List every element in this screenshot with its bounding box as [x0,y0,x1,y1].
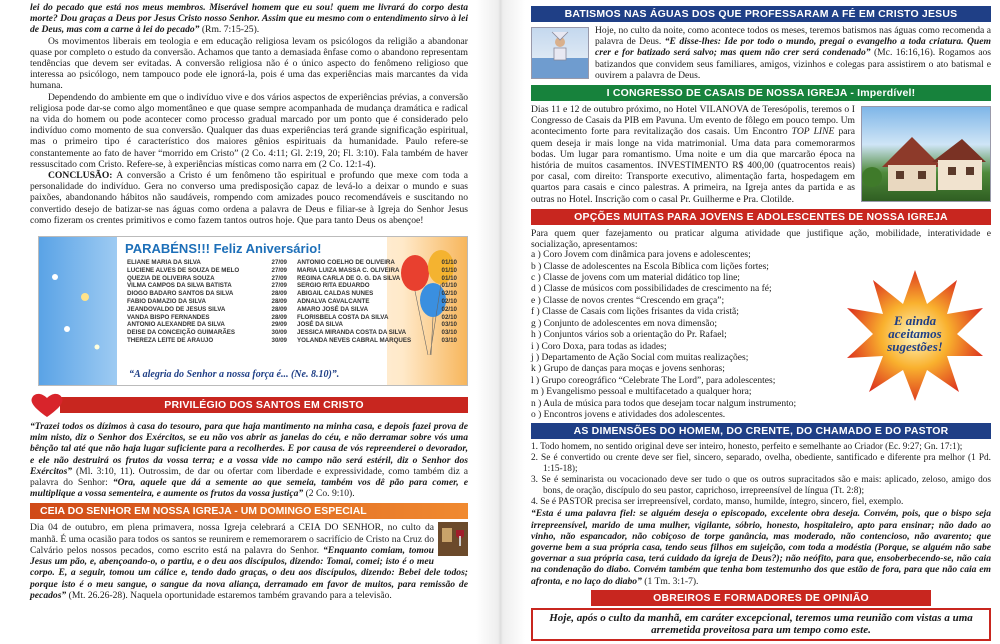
birthday-row: ABIGAIL CALDAS NUNES 02/10 [297,290,457,298]
list-item: f ) Classe de Casais com lições frisantes da vida cristã; [531,307,739,318]
birthday-row: AMARO JOSÉ DA SILVA 02/10 [297,305,457,313]
birthday-row: QUEZIA DE OLIVEIRA SOUZA 27/09 [127,274,287,282]
confetti-icon [45,267,109,367]
birthday-row: FABIO DAMAZIO DA SILVA 28/09 [127,298,287,306]
birthday-row: JOSÉ DA SILVA 03/10 [297,321,457,329]
birthday-row: SERGIO RITA EDUARDO 01/10 [297,282,457,290]
birthday-row: FLORISBELA COSTA DA SILVA 02/10 [297,313,457,321]
birthday-row: DIOGO BADARO SANTOS DA SILVA 28/09 [127,290,287,298]
dimensions-title: AS DIMENSÕES DO HOMEM, DO CRENTE, DO CHAMADO E DO PASTOR [531,423,991,439]
heart-icon [30,392,64,418]
dimensions-list [531,442,991,508]
supper-title: CEIA DO SENHOR EM NOSSA IGREJA - UM DOMINGO ESPECIAL [30,503,468,519]
baptism-image [531,27,589,79]
congress-text: Dias 11 e 12 de outubro próximo, no Hotel VILANOVA de Teresópolis, teremos o I Congresso de Casais da PIB em Pavuna. Um evento de fôlego em pouco tempo. Um acontecimento forte para revitalização dos casais. Um Encontro TOP LINE para quem deseja ir mais longe na vida matrimonial. Uma data para comemorarmos bodas. Um lugar para romantismo. Uma noite e um dia que marcarão época na história de muitos casamentos. INVESTIMENTO R$ 400,00 (quatrocentos reais) por casal, com direito: Transporte executivo, alimentação farta, hospedagem em quartos para casais e cinco palestras. A primeira, na Igreja antes da partida e as outras no Hotel. Inscrição com o casal Pr. Guilherme e Pra. Clotilde. [531,104,855,205]
options-intro: Para quem quer fazejamento ou praticar alguma atividade que justifique ação, mobilidade, interatividade e socialização, apresentamos: [531,227,991,251]
paragraph-conclusion: CONCLUSÃO: A conversão a Cristo é um fenômeno tão espiritual e profundo que mexe com toda a personalidade do indivíduo. Gera no converso uma predisposição capaz de levá-lo a deixar o mundo e suas paixões, abandonando hábitos não saudáveis, rompendo com amizades pouco recomendáveis e suscitando no convertido desejo de batizar-se nas águas como ordena a palavra de Deus e filiar-se à Igreja do Senhor Jesus como fizeram os crentes primitivos e como fazem tantos outros hoje. Que para tanto Deus os abençoe! [30,170,468,226]
suggestions-text: E ainda aceitamos sugestões! [887,313,943,354]
left-page [0,0,476,644]
list-item: n ) Aula de música para todos que desejam tocar nalgum instrumento; [531,398,797,409]
birthday-row: JESSICA MIRANDA COSTA DA SILVA 03/10 [297,329,457,337]
dimensions-quote: “Esta é uma palavra fiel: se alguém deseja o episcopado, excelente obra deseja. Convém, pois, que o bispo seja irrepreensível, marido de uma mulher, vigilante, sóbrio, honesto, hospitaleiro, apto para ensinar; não dado ao vinho, não espancador, não cobiçoso de torpe ganância, mas moderado, não contencioso, não avarento; que governe bem a sua própria casa, tendo seus filhos em sujeição, com toda a modéstia (Porque, se alguém não sabe governar a sua própria casa, terá cuidado da igreja de Deus?); não neófito, para que, ensoberbecendo-se, não caia na condenação do diabo. Convém também que tenha bom testemunho dos que estão de fora, para que não caia em afronta, e no laço do diabo” (1 Tm. 3:1-7). [531,508,991,587]
options-title: OPÇÕES MUITAS PARA JOVENS E ADOLESCENTES DE NOSSA IGREJA [531,209,991,225]
workers-text: Hoje, após o culto da manhã, em caráter excepcional, teremos uma reunião com vistas a uma arremetida proveitosa para um tempo como este. [549,611,973,637]
birthday-card [38,236,468,386]
birthday-verse: “A alegria do Senhor a nossa força é... (Ne. 8.10)”. [129,369,340,381]
list-item: l ) Grupo coreográfico “Celebrate The Lord”, para adolescentes; [531,375,776,386]
list-item: d ) Classe de músicos com possibilidades de crescimento na fé; [531,284,772,295]
suggestions-starburst [845,268,985,403]
birthday-list [127,259,457,345]
communion-image [438,522,468,556]
birthday-row: VILMA CAMPOS DA SILVA BATISTA 27/09 [127,282,287,290]
birthday-row: ELIANE MARIA DA SILVA 27/09 [127,259,287,267]
list-item: b ) Classe de adolescentes na Escola Bíblica com lições fortes; [531,261,769,272]
list-item: g ) Conjunto de adolescentes em nova dimensão; [531,318,717,329]
list-item: m ) Evangelismo pessoal e multifacetado a qualquer hora; [531,387,752,398]
birthday-title: PARABÉNS!!! Feliz Aniversário! [125,241,322,257]
list-item: 4. Se é PASTOR precisa ser irrepreensível, cordato, manso, humilde, íntegro, sincero, fiel, exemplo. [531,497,904,508]
birthday-row: YOLANDA NEVES CABRAL MARQUES 03/10 [297,337,457,345]
birthday-row: THEREZA LEITE DE ARAUJO 30/09 [127,337,287,345]
list-item: c ) Classe de jovens com um material didático top line; [531,273,740,284]
paragraph-liberal-movements: Os movimentos liberais em teologia e em educação religiosa levam os psicólogos da religião a abandonar quase por completo o estudo da conversão. Achamos que tanto a demasiada ênfase como o abandono representam tendências que devem ser evitadas. A conversão religiosa não é o único aspecto do fenômeno religioso que interessa ao psicólogo, nem tampouco pode ele ignorá-la, pois é uma das experiências mais marcantes da vida humana. [30,35,468,92]
birthday-row: REGINA CARLA DE O. G. DA SILVA 01/10 [297,274,457,282]
hotel-image [861,106,991,202]
page-fold [476,0,525,644]
privilege-header [30,392,468,418]
privilege-text: “Trazei todos os dízimos à casa do tesouro, para que haja mantimento na minha casa, e depois fazei prova de mim nisto, diz o Senhor dos Exércitos, se eu não vos abrir as janelas do céu, e não derramar sobre vós uma bênção tal até que não haja lugar suficiente para a recolherdes. E por causa de vós repreenderei o devorador, e ele não destruirá os frutos da vossa terra; e a vossa vide no campo não será estéril, diz o Senhor dos Exércitos” (Ml. 3:10, 11). Outrossim, de dar ou ofertar com liberdade e expressividade, como também diz a palavra do Senhor: “Ora, aquele que dá a semente ao que semeia, também vos dê pão para comer, e multiplique a vossa sementeira, e aumente os frutos da vossa justiça” (2 Co. 9:10). [30,421,468,500]
supper-text: Dia 04 de outubro, em plena primavera, nossa Igreja celebrará a CEIA DO SENHOR, no culto da manhã. É uma ocasião para todos os santos se reunirem e rememorarem o sacrifício de Cristo na Cruz do Calvário pelos nossos pecados, como escrito está na palavra do Senhor. “Enquanto comiam, tomou Jesus um pão, e, abençoando-o, o partiu, e o deu aos discípulos, dizendo: Tomai, comei; isto é o meu corpo. E, a seguir, tomou um cálice e, tendo dado graças, o deu aos discípulos, dizendo: Bebei dele todos; porque isto é o meu sangue, o sangue da nova aliança, derramado em favor de muitos, para remissão de pecados” (Mt. 26.26-28). Naquela oportunidade estaremos também gravando para a televisão. [30,522,468,601]
list-item: 3. Se é seminarista ou vocacionado deve ser tudo o que os outros supracitados são e mais: aplicado, zeloso, amigo dos bons, de oração, discípulo do seu pastor, caprichoso, irrepreensível de língua (Tt. 2:8); [531,475,991,497]
list-item: a ) Coro Jovem com dinâmica para jovens e adolescentes; [531,250,751,261]
birthday-row: MARIA LUIZA MASSA C. OLIVEIRA 01/10 [297,266,457,274]
paragraph-conversion: Dependendo do ambiente em que o indivíduo vive e dos vários aspectos de experiências prévias, a conversão religiosa pode dar-se como algo momentâneo e que quase sempre acompanhada de mudança dramática e radical na vida do homem ou pode acontecer como processo gradual marcado por um ponto que é considerado pelo indivíduo como momento de sua conversão. Qualquer das duas experiências terá grande significação espiritual, mas o primeiro tipo é característico dos maiores gênios espirituais da humanidade. Paulo refere-se constantemente ao fato de haver “morrido em Cristo” (2 Co. 4:11; Gl. 2:19, 20; Fl. 3:10). Fala também de haver ressuscitado com Cristo. Refere-se, à experiências místicas como narra em (2 Co. 12:1-4). [30,91,468,170]
baptism-title: BATISMOS NAS ÁGUAS DOS QUE PROFESSARAM A FÉ EM CRISTO JESUS [531,6,991,22]
birthday-row: LUCIENE ALVES DE SOUZA DE MELO 27/09 [127,266,287,274]
list-item: h ) Conjuntos vários sob a orientação do Pr. Rafael; [531,330,727,341]
birthday-column-september [127,259,287,345]
birthday-row: ANTONIO ALEXANDRE DA SILVA 29/09 [127,321,287,329]
list-item: 1. Todo homem, no sentido original deve ser inteiro, honesto, perfeito e semelhante ao Criador (Ec. 9:27; Gn. 17:1); [531,442,963,453]
list-item: o ) Encontros jovens e atividades dos adolescentes. [531,409,726,420]
right-page [525,0,995,644]
birthday-row: ADNALVA CAVALCANTE 02/10 [297,298,457,306]
birthday-row: DEISE DA CONCEIÇÃO GUIMARÃES 30/09 [127,329,287,337]
birthday-row: ANTONIO COELHO DE OLIVEIRA 01/10 [297,259,457,267]
workers-box [531,608,991,641]
birthday-column-october [297,259,457,345]
workers-title: OBREIROS E FORMADORES DE OPINIÃO [591,590,931,606]
list-item: e ) Classe de novos crentes “Crescendo em graça”; [531,295,725,306]
list-item: 2. Se é convertido ou crente deve ser fiel, sincero, separado, ovelha, obediente, santificado e diferente pra melhor (1 Pd. 1:15-18); [531,453,991,475]
birthday-row: JEANDOVALDO DE JESUS SILVA 28/09 [127,305,287,313]
intro-paragraph: lei do pecado que está nos meus membros. Miserável homem que eu sou! quem me livrará do corpo desta morte? Dou graças a Deus por Jesus Cristo nosso Senhor. Assim que eu mesmo com o entendimento sirvo à lei de Deus, mas com a carne à lei do pecado” (Rm. 7:15-25). [30,2,468,36]
baptism-figure-icon [532,28,588,78]
congress-title: I CONGRESSO DE CASAIS DE NOSSA IGREJA - Imperdível! [531,85,991,101]
list-item: k ) Grupo de danças para moças e jovens senhoras; [531,364,725,375]
baptism-text: Hoje, no culto da noite, como acontece todos os meses, teremos batismos nas águas como recomenda a palavra de Deus. “E disse-lhes: Ide por todo o mundo, pregai o evangelho a toda criatura. Quem crer e for batizado será salvo; mas quem não crer será condenado” (Mc. 16:16,16). Rogamos aos batizandos que convidem seus familiares, amigos, vizinhos e colegas para assistirem o ato batismal e ouvirem a palavra de Deus. [595,25,991,81]
birthday-row: VANDA BISPO FERNANDES 28/09 [127,313,287,321]
privilege-title: PRIVILÉGIO DOS SANTOS EM CRISTO [60,397,468,413]
list-item: j ) Departamento de Ação Social com muitas realizações; [531,352,749,363]
hotel-building-icon [862,107,990,201]
list-item: i ) Coro Doxa, para todas as idades; [531,341,667,352]
